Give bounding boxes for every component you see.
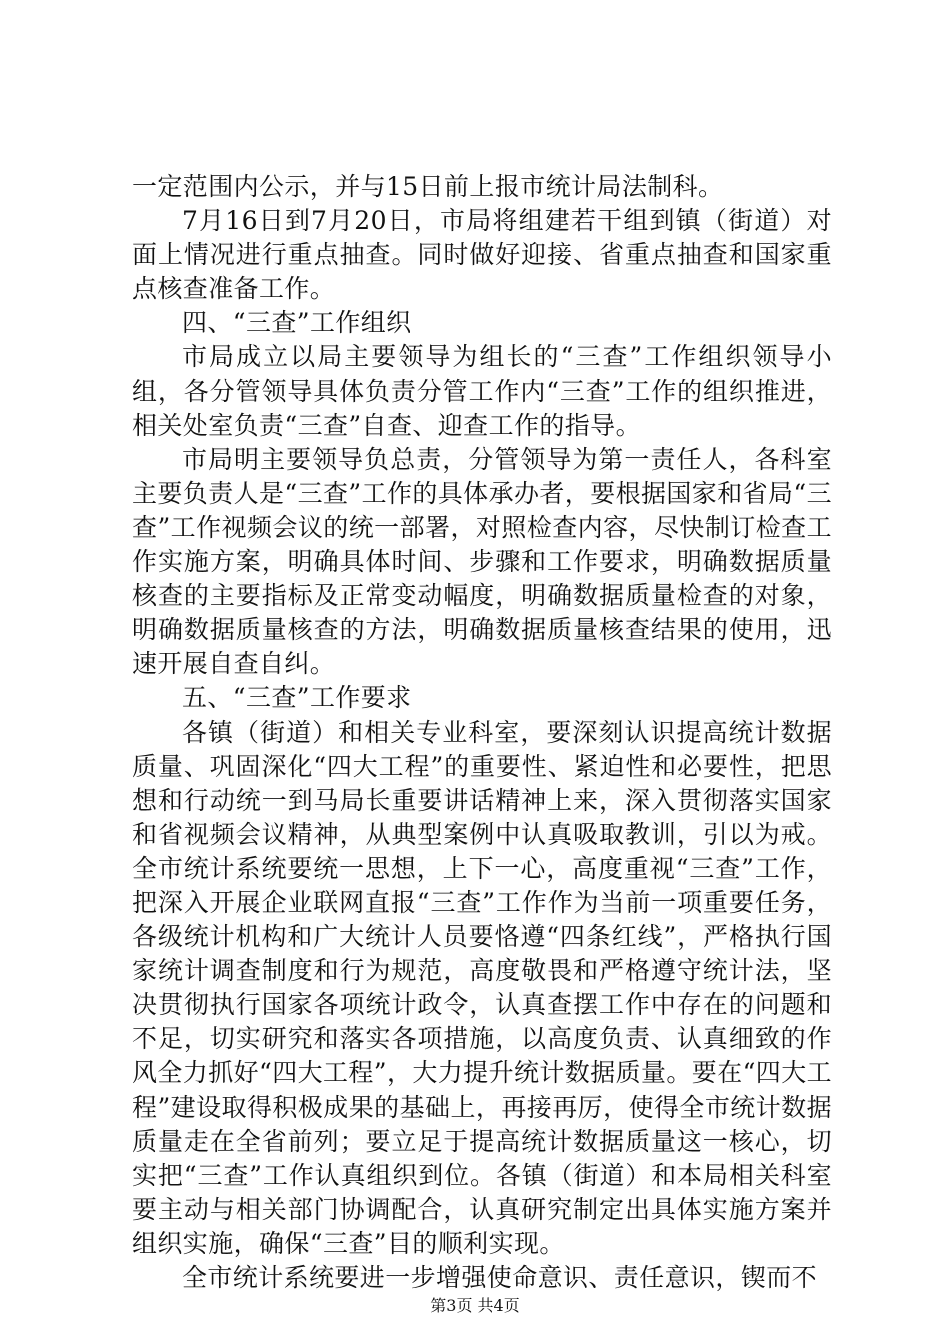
section-heading-5: 五、“三查”工作要求	[182, 683, 412, 713]
paragraph-4: 市局明主要领导负总责，分管领导为第一责任人，各科室主要负责人是“三查”工作的具体承办者，要根据国家和省局“三查”工作视频会议的统一部署，对照检查内容，尽快制订检查工作实施方案，明确具体时间、步骤和工作要求，明确数据质量核查的主要指标及正常变动幅度，明确数据质量检查的对象，明确数据质量核查的方法，明确数据质量核查结果的使用，迅速开展自查自纠。	[132, 444, 832, 679]
paragraph-5: 各镇（街道）和相关专业科室，要深刻认识提高统计数据质量、巩固深化“四大工程”的重要性、紧迫性和必要性，把思想和行动统一到马局长重要讲话精神上来，深入贯彻落实国家和省视频会议精神，从典型案例中认真吸取教训，引以为戒。全市统计系统要统一思想，上下一心，高度重视“三查”工作，把深入开展企业联网直报“三查”工作作为当前一项重要任务，各级统计机构和广大统计人员要恪遵“四条红线”，严格执行国家统计调查制度和行为规范，高度敬畏和严格遵守统计法，坚决贯彻执行国家各项统计政令，认真查摆工作中存在的问题和不足，切实研究和落实各项措施，以高度负责、认真细致的作风全力抓好“四大工程”，大力提升统计数据质量。要在“四大工程”建设取得积极成果的基础上，再接再厉，使得全市统计数据质量走在全省前列；要立足于提高统计数据质量这一核心，切实把“三查”工作认真组织到位。各镇（街道）和本局相关科室要主动与相关部门协调配合，认真研究制定出具体实施方案并组织实施，确保“三查”目的顺利实现。	[132, 717, 832, 1258]
section-heading-4: 四、“三查”工作组织	[182, 308, 412, 338]
paragraph-2: 7月16日到7月20日，市局将组建若干组到镇（街道）对面上情况进行重点抽查。同时做好迎接、省重点抽查和国家重点核查准备工作。	[132, 206, 832, 304]
paragraph-3: 市局成立以局主要领导为组长的“三查”工作组织领导小组，各分管领导具体负责分管工作内“三查”工作的组织推进，相关处室负责“三查”自查、迎查工作的指导。	[132, 342, 832, 440]
document-body	[132, 170, 832, 1295]
paragraph-6: 全市统计系统要进一步增强使命意识、责任意识，锲而不	[182, 1263, 818, 1292]
paragraph-1: 一定范围内公示，并与15日前上报市统计局法制科。	[132, 172, 724, 201]
page-number-footer: 第3页 共4页	[430, 1296, 520, 1315]
